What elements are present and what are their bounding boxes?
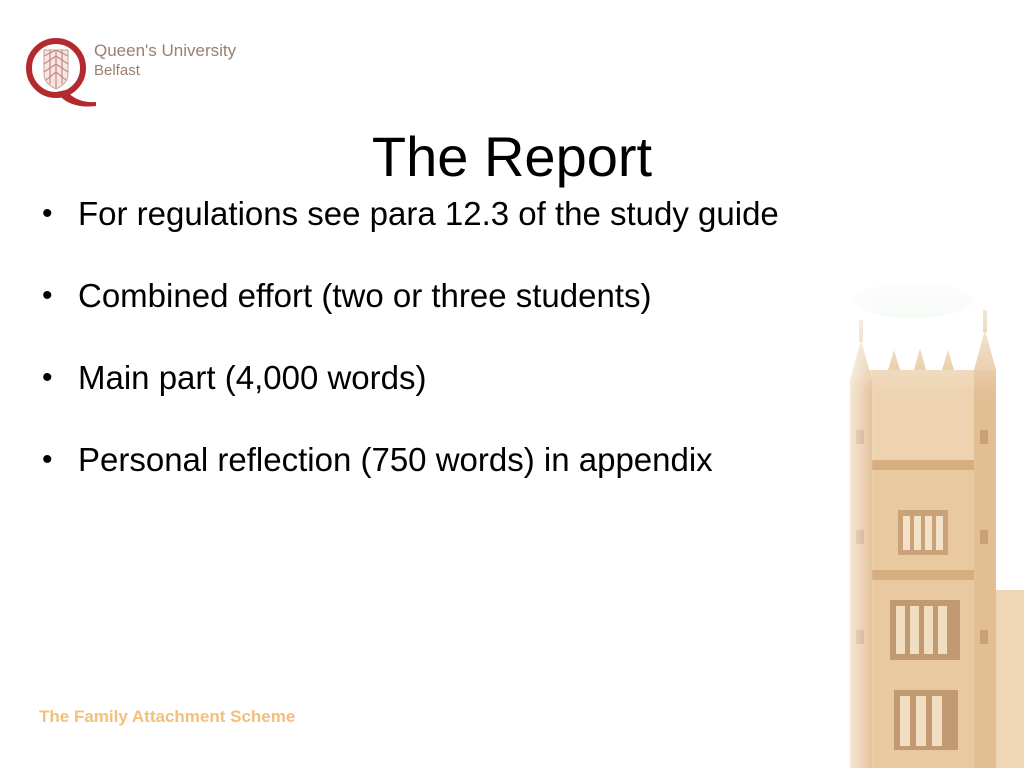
university-name-line2: Belfast	[94, 62, 140, 79]
bullet-text: Combined effort (two or three students)	[78, 277, 652, 314]
university-name-line1: Queen's University	[94, 41, 237, 60]
bullet-text: For regulations see para 12.3 of the study guide	[78, 195, 779, 232]
bullet-item	[40, 356, 779, 400]
bullet-icon: •	[42, 443, 53, 476]
slide-title: The Report	[371, 125, 653, 188]
bullet-text: Personal reflection (750 words) in appendix	[78, 441, 713, 478]
bullet-list	[40, 192, 779, 520]
university-name	[94, 41, 236, 81]
bullet-item	[40, 438, 779, 482]
bullet-icon: •	[42, 197, 53, 230]
footer-text: The Family Attachment Scheme	[39, 707, 296, 726]
lanyon-tower-image	[838, 270, 1024, 768]
bullet-icon: •	[42, 279, 53, 312]
bullet-icon: •	[42, 361, 53, 394]
bullet-item	[40, 192, 779, 236]
bullet-text: Main part (4,000 words)	[78, 359, 427, 396]
university-logo	[26, 34, 256, 114]
bullet-item	[40, 274, 779, 318]
queens-q-crest-icon	[26, 34, 102, 112]
